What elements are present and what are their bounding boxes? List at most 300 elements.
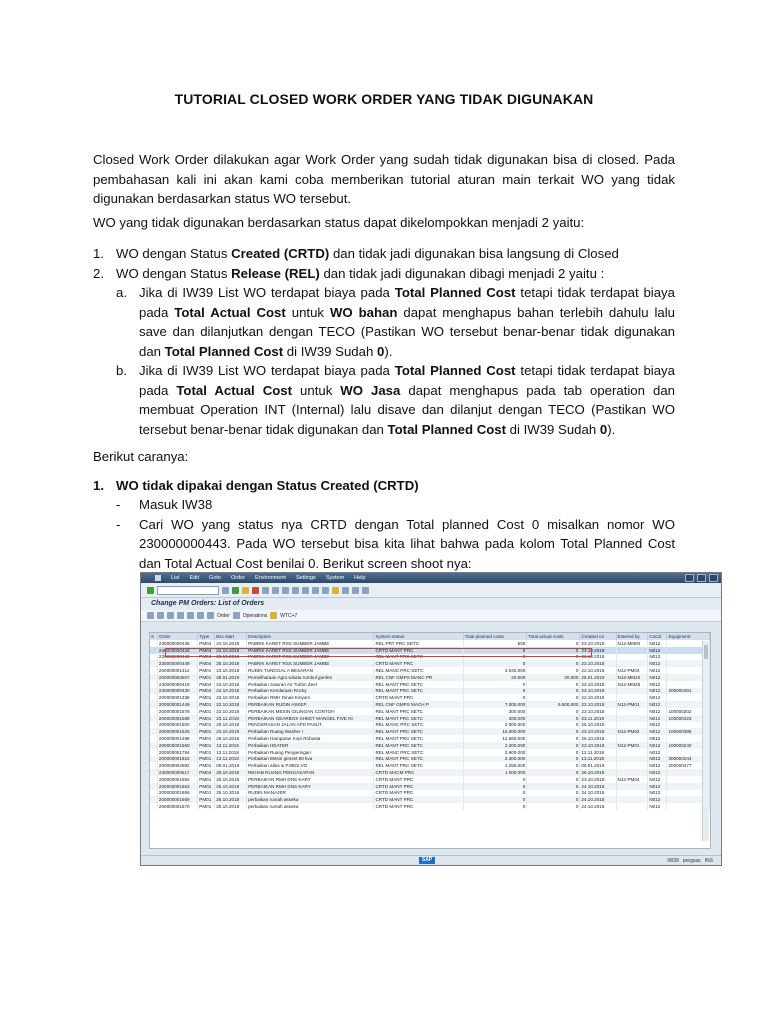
table-cell (616, 735, 648, 742)
table-cell (150, 715, 157, 722)
column-header[interactable]: Bsc start (215, 633, 247, 640)
order-button[interactable]: Order (217, 612, 230, 619)
table-cell: 25.10.2018 (215, 796, 247, 803)
table-cell: PM04 (198, 654, 215, 661)
table-cell: 200000001449 (157, 701, 197, 708)
shortcut-icon[interactable] (342, 587, 349, 594)
table-cell: 22.10.2018 (580, 701, 616, 708)
table-cell (150, 674, 157, 681)
sap-menu-item[interactable]: Settings (295, 575, 316, 581)
table-row[interactable] (150, 756, 710, 763)
table-cell: 6.500.000 (527, 701, 580, 708)
filter-icon[interactable] (187, 612, 194, 619)
table-cell: 230000000419 (157, 681, 197, 688)
table-cell: REL MANT PRC SETC (374, 654, 463, 661)
table-row[interactable] (150, 796, 710, 803)
sub-item-b: b. Jika di IW39 List WO terdapat biaya pada Total Planned Cost tetapi tidak terdapat biaya pada Total Actual Cost untuk WO Jasa dapat menghapus pada tab operation dan membuat Operation INT (Internal) lalu disave dan dilanjut dengan TECO (Pastikan WO tersebut benar-benar tidak digunakan dan Total Planned Cost di IW39 Sudah 0). (116, 363, 675, 437)
list-item-2: 2. WO dengan Status Release (REL) dan tidak jadi digunakan dibagi menjadi 2 yaitu : a. Jika di IW39 List WO terdapat biaya pada Total Planned Cost tetapi tidak terdapat biaya pada Total Actual Cost untuk WO bahan dapat menghapus bahan terlebih dahulu lalu save dan dilanjutkan dengan TECO (Pastikan WO tersebut benar-benar tidak digunakan dan Total Planned Cost di IW39 Sudah 0). b. Jika di IW39 List WO terdapat biaya pada Total Planned Cost tetapi tidak terdapat biaya pada Total Actual Cost untuk WO Jasa dapat menghapus pada tab operation dan membuat Operation INT (Internal) lalu disave dan dilanjut dengan TECO (Pastikan WO tersebut benar-benar tidak digunakan dan Total Planned Cost di IW39 Sudah 0). (93, 264, 675, 440)
table-cell: RUDIN TUNGGAL A BESARAN (247, 667, 374, 674)
table-cell (616, 694, 648, 701)
table-cell: N12-MM25 (616, 681, 648, 688)
window-controls (685, 574, 721, 582)
table-cell: N12-PM02 (616, 728, 648, 735)
table-cell: N12-PM04 (616, 776, 648, 783)
table-cell: 0 (527, 722, 580, 729)
table-cell: 25.01.2019 (580, 674, 616, 681)
table-row[interactable] (150, 688, 710, 695)
step-item: - Cari WO yang status nya CRTD dengan Total planned Cost 0 misalkan nomor WO 230000000443. Pada WO tersebut bisa kita lihat bahwa pada kolom Total Planned Cost dan Total Actual Cost benilai 0. Berikut screen shoot nya: (116, 516, 675, 571)
table-cell: 24.10.2018 (215, 640, 247, 647)
table-cell: REL MANC PRC SETC (374, 749, 463, 756)
table-cell: N012 (648, 749, 667, 756)
table-cell: 200000001669 (157, 796, 197, 803)
table-cell: 23.10.2018 (580, 728, 616, 735)
table-cell: 200000002582 (157, 762, 197, 769)
table-cell: N012 (648, 701, 667, 708)
change-icon[interactable] (157, 612, 164, 619)
table-cell (150, 735, 157, 742)
table-cell: 20.000 (463, 674, 527, 681)
table-cell: 0 (527, 796, 580, 803)
sort-icon[interactable] (177, 612, 184, 619)
table-row[interactable] (150, 681, 710, 688)
table-cell: PERBAIKAN RMH DNS KARY (247, 776, 374, 783)
table-cell: 0 (527, 756, 580, 763)
wtc-icon[interactable] (270, 612, 277, 619)
table-cell: 0 (527, 728, 580, 735)
next-page-icon[interactable] (312, 587, 319, 594)
operations-icon[interactable] (233, 612, 240, 619)
table-cell: PM01 (198, 783, 215, 790)
table-cell (616, 647, 648, 654)
table-cell: 7.000.000 (463, 701, 527, 708)
table-row[interactable] (150, 803, 710, 810)
table-cell: Perbaikan Ruang Washer I (247, 728, 374, 735)
table-cell: 100000240 (667, 742, 710, 749)
save-icon[interactable] (222, 587, 229, 594)
table-cell: 23.10.2018 (215, 708, 247, 715)
sap-menu-item[interactable]: Order (230, 575, 246, 581)
table-cell: N012 (648, 783, 667, 790)
table-cell (150, 701, 157, 708)
first-page-icon[interactable] (292, 587, 299, 594)
table-cell: 09.01.2019 (580, 762, 616, 769)
table-cell: REL MANT PRC SETC (374, 728, 463, 735)
table-cell: 26.10.2018 (580, 769, 616, 776)
sub-item-a: a. Jika di IW39 List WO terdapat biaya pada Total Planned Cost tetapi tidak terdapat biaya pada Total Actual Cost untuk WO bahan dapat menghapus bahan terlebih dahulu lalu save dan dilanjutkan dengan TECO (Pastikan WO tersebut benar-benar tidak digunakan dan Total Planned Cost di IW39 Sudah 0). (116, 285, 675, 359)
cancel-icon[interactable] (252, 587, 259, 594)
table-row[interactable] (150, 762, 710, 769)
table-cell: 25.10.2018 (215, 790, 247, 797)
table-row[interactable] (150, 667, 710, 674)
command-field[interactable] (157, 586, 219, 595)
table-cell: N012 (648, 756, 667, 763)
table-cell: PERBAIKAN MESIN GILINGAN CONTOH (247, 708, 374, 715)
table-row[interactable] (150, 790, 710, 797)
column-header[interactable]: Total actual costs (527, 633, 580, 640)
table-cell: 3.900.000 (463, 749, 527, 756)
grouping-paragraph: WO yang tidak digunakan berdasarkan status dapat dikelompokkan menjadi 2 yaitu: (93, 215, 585, 230)
table-cell: 23.10.2018 (580, 688, 616, 695)
table-row[interactable] (150, 701, 710, 708)
table-cell: CRTD MANT PRC (374, 647, 463, 654)
table-cell: 0 (463, 647, 527, 654)
document-title: TUTORIAL CLOSED WORK ORDER YANG TIDAK DIGUNAKAN (174, 91, 594, 107)
table-cell: N012 (648, 647, 667, 654)
sap-logo: SAP (419, 857, 435, 864)
table-cell: 200000001578 (157, 708, 197, 715)
sap-status-bar (141, 855, 721, 865)
table-cell (150, 769, 157, 776)
table-cell: N012 (648, 735, 667, 742)
column-header[interactable]: Entered by (616, 633, 648, 640)
table-cell (616, 796, 648, 803)
table-row[interactable] (150, 660, 710, 667)
table-cell: N012 (648, 715, 667, 722)
table-cell: PM01 (198, 701, 215, 708)
table-cell: PENGERASAN JALAN AFD PASUT (247, 722, 374, 729)
table-row[interactable] (150, 722, 710, 729)
table-cell: 200000001526 (157, 728, 197, 735)
refresh-icon[interactable] (167, 612, 174, 619)
table-cell (150, 694, 157, 701)
table-cell: perbaikan rumah asseka (247, 803, 374, 810)
table-cell: PM01 (198, 722, 215, 729)
sap-window-icon (155, 575, 161, 581)
table-cell (150, 654, 157, 661)
table-cell: 100000202 (667, 708, 710, 715)
table-cell: CRTD MANT PRC (374, 803, 463, 810)
sap-screenshot (140, 572, 722, 866)
sap-menu-item[interactable]: Environment (255, 575, 286, 581)
column-header[interactable]: System status (374, 633, 463, 640)
table-cell: 24.10.2018 (580, 796, 616, 803)
table-cell: PM04 (198, 640, 215, 647)
table-cell: PM01 (198, 715, 215, 722)
table-cell (616, 803, 648, 810)
table-cell: 2.300.000 (463, 756, 527, 763)
table-cell: 24.10.2018 (215, 688, 247, 695)
table-cell: N012 (648, 674, 667, 681)
table-cell: 0 (463, 681, 527, 688)
intro-paragraph: Closed Work Order dilakukan agar Work Order yang sudah tidak digunakan bisa di closed. Pada pembahasan kali ini akan kami coba memberikan tutorial aturan main terkait WO yang tidak digunakan berdasarkan status WO tersebut. (93, 152, 675, 206)
table-cell: 16.000.000 (463, 728, 527, 735)
sap-menu-item[interactable]: System (325, 575, 345, 581)
table-cell (150, 708, 157, 715)
table-row[interactable] (150, 742, 710, 749)
table-cell: 0 (463, 694, 527, 701)
table-cell (150, 756, 157, 763)
table-cell: PABRIK KARET RSS SUMBER JAMBE (247, 660, 374, 667)
table-cell (616, 790, 648, 797)
enter-icon[interactable] (147, 587, 154, 594)
table-cell (616, 660, 648, 667)
table-cell: 0 (527, 681, 580, 688)
table-cell: 2.300.000 (463, 742, 527, 749)
export-icon[interactable] (207, 612, 214, 619)
find-icon[interactable] (272, 587, 279, 594)
orders-table (150, 633, 710, 810)
table-cell: N12-PM01 (616, 742, 648, 749)
table-cell: 200000481 (667, 688, 710, 695)
section-heading: 1. WO tidak dipakai dengan Status Created (CRTD) (93, 478, 419, 493)
table-cell: PM01 (198, 762, 215, 769)
column-header[interactable]: Created on (580, 633, 616, 640)
table-cell (616, 688, 648, 695)
table-cell (150, 776, 157, 783)
table-cell: 200000001822 (157, 756, 197, 763)
table-cell: 0 (463, 790, 527, 797)
table-cell: 230000000430 (157, 688, 197, 695)
table-cell: 24.10.2018 (580, 803, 616, 810)
maximize-icon[interactable] (697, 574, 706, 582)
vertical-scrollbar[interactable] (702, 641, 709, 841)
table-cell (616, 749, 648, 756)
table-cell: PM01 (198, 708, 215, 715)
table-cell: Perbaikan atlas & P.9822.VO (247, 762, 374, 769)
layout-icon[interactable] (362, 587, 369, 594)
display-icon[interactable] (147, 612, 154, 619)
table-cell: 200000001500 (157, 722, 197, 729)
table-cell: 0 (463, 688, 527, 695)
table-cell: N012 (648, 803, 667, 810)
table-cell (150, 647, 157, 654)
table-cell: 13.11.2018 (215, 749, 247, 756)
table-cell (150, 728, 157, 735)
table-cell: 0 (527, 654, 580, 661)
table-cell: CRTD MACM PRC (374, 769, 463, 776)
new-session-icon[interactable] (332, 587, 339, 594)
table-cell: 24.10.2018 (215, 681, 247, 688)
table-cell: 0 (527, 667, 580, 674)
table-cell: 200000001666 (157, 790, 197, 797)
table-cell: 0 (527, 735, 580, 742)
table-cell: N12-MM22 (616, 674, 648, 681)
table-cell: PABRIK KARET RSS SUMBER JAMBE (247, 640, 374, 647)
table-cell: 13.11.2018 (580, 756, 616, 763)
table-cell (616, 762, 648, 769)
table-cell: 0 (527, 640, 580, 647)
table-row[interactable] (150, 708, 710, 715)
sap-menu-item[interactable]: List (171, 575, 180, 581)
table-row[interactable] (150, 749, 710, 756)
table-cell: REL MANT PRC SETC (374, 735, 463, 742)
table-cell: 100000386 (667, 728, 710, 735)
table-cell: 25.10.2018 (215, 803, 247, 810)
table-cell: N012 (648, 667, 667, 674)
wtc-button[interactable]: WTC+7 (280, 612, 298, 619)
table-cell (150, 762, 157, 769)
table-cell: CRTD MANT PRC (374, 660, 463, 667)
operations-button[interactable]: Operations (242, 612, 268, 619)
table-cell (150, 667, 157, 674)
prev-page-icon[interactable] (302, 587, 309, 594)
table-cell: PM01 (198, 674, 215, 681)
table-cell: 230000000517 (157, 769, 197, 776)
table-row[interactable] (150, 728, 710, 735)
table-cell: N012 (648, 769, 667, 776)
table-cell: 23.10.2018 (215, 694, 247, 701)
table-cell: 25.10.2018 (215, 783, 247, 790)
berikut-paragraph: Berikut caranya: (93, 449, 189, 464)
table-cell: 200.000 (463, 715, 527, 722)
last-page-icon[interactable] (322, 587, 329, 594)
table-cell: 26.10.2018 (215, 735, 247, 742)
table-cell: PABRIK KARET RSS SUMBER JAMBE (247, 647, 374, 654)
column-header[interactable]: Description (247, 633, 374, 640)
table-row[interactable] (150, 694, 710, 701)
table-cell: N12-MM04 (616, 640, 648, 647)
table-cell: 23.11.2018 (580, 715, 616, 722)
table-cell (150, 681, 157, 688)
close-icon[interactable] (709, 574, 718, 582)
table-cell: 29.10.2018 (215, 769, 247, 776)
scrollbar-thumb[interactable] (704, 645, 708, 659)
step-item: - Masuk IW38 (116, 497, 213, 512)
table-cell: 0 (527, 790, 580, 797)
column-header[interactable]: S (150, 633, 157, 640)
table-cell: Perbaikan Hamparan Kopi Robusta (247, 735, 374, 742)
table-row[interactable] (150, 776, 710, 783)
sap-menu-item[interactable]: Edit (189, 575, 200, 581)
table-row[interactable] (150, 674, 710, 681)
sap-menu-bar (141, 573, 721, 583)
table-cell: PM04 (198, 660, 215, 667)
table-cell: REL CNF GMPS MACH P (374, 701, 463, 708)
table-row[interactable] (150, 715, 710, 722)
table-row[interactable] (150, 769, 710, 776)
table-cell: 200000001312 (157, 667, 197, 674)
column-header[interactable]: Equipment (667, 633, 710, 640)
table-row[interactable] (150, 640, 710, 647)
table-cell: PM01 (198, 728, 215, 735)
table-cell (150, 790, 157, 797)
list-item-1: 1. WO dengan Status Created (CRTD) dan tidak jadi digunakan bisa langsung di Closed (93, 246, 619, 261)
table-cell (616, 783, 648, 790)
table-cell (150, 722, 157, 729)
table-cell: PM01 (198, 790, 215, 797)
table-cell: PM01 (198, 796, 215, 803)
table-cell: N012 (648, 776, 667, 783)
table-cell: N012 (648, 694, 667, 701)
table-cell: PM01 (198, 756, 215, 763)
table-cell: 23.11.2018 (215, 715, 247, 722)
table-cell: 0 (527, 694, 580, 701)
table-cell: 24.10.2018 (215, 728, 247, 735)
table-cell: PM04 (198, 681, 215, 688)
table-cell (150, 688, 157, 695)
table-cell: 1.000.000 (463, 769, 527, 776)
table-cell: 200000477 (667, 762, 710, 769)
table-cell: N012 (648, 728, 667, 735)
sum-icon[interactable] (197, 612, 204, 619)
status-transaction: IW38 (667, 857, 679, 864)
find-next-icon[interactable] (282, 587, 289, 594)
table-cell (150, 660, 157, 667)
table-cell (150, 803, 157, 810)
table-cell: PM01 (198, 776, 215, 783)
table-cell: Perbaikan HEATER (247, 742, 374, 749)
table-cell: 26.10.2018 (580, 722, 616, 729)
table-cell: CRTD MANT PRC (374, 694, 463, 701)
table-cell: PM01 (198, 667, 215, 674)
column-header[interactable]: CoCd (648, 633, 667, 640)
table-cell: 200000001498 (157, 735, 197, 742)
table-cell: 230000000448 (157, 654, 197, 661)
table-cell: REL MANT PRC SETC (374, 762, 463, 769)
table-cell: CRTD MANT PRC (374, 790, 463, 797)
table-cell: PM04 (198, 688, 215, 695)
exit-icon[interactable] (242, 587, 249, 594)
table-cell: 22.10.2018 (580, 667, 616, 674)
table-cell (616, 654, 648, 661)
column-header[interactable]: Total planned costs (463, 633, 527, 640)
table-cell: 12.11.2018 (580, 749, 616, 756)
table-row[interactable] (150, 783, 710, 790)
column-header[interactable]: Order (157, 633, 197, 640)
table-row[interactable] (150, 735, 710, 742)
table-cell: 23.10.2018 (580, 742, 616, 749)
table-cell: 25.10.2018 (215, 660, 247, 667)
table-cell: 24.10.2018 (580, 783, 616, 790)
table-cell: 23.10.2018 (215, 667, 247, 674)
table-cell: CRTD MANT PRC (374, 776, 463, 783)
print-icon[interactable] (262, 587, 269, 594)
table-cell: 20.000 (527, 674, 580, 681)
table-cell: PM01 (198, 803, 215, 810)
table-cell: N012 (648, 742, 667, 749)
table-cell (616, 756, 648, 763)
table-cell: REL MANT PRC SETC (374, 715, 463, 722)
table-cell: N012 (648, 708, 667, 715)
table-cell: N012 (648, 688, 667, 695)
table-cell: REL MANT PRC SETC (374, 688, 463, 695)
table-cell: 25.10.2018 (215, 776, 247, 783)
table-cell: 500 (463, 640, 527, 647)
table-cell: 200000001663 (157, 783, 197, 790)
status-server: pregsas (682, 857, 701, 864)
sap-app-toolbar (141, 610, 721, 622)
sap-menu-item[interactable]: Help (354, 575, 366, 581)
table-cell: PM04 (198, 647, 215, 654)
table-cell: 26.10.2018 (580, 735, 616, 742)
table-cell: 0 (527, 742, 580, 749)
table-cell: 200000001662 (157, 776, 197, 783)
table-cell: REL MANC PRC SETC (374, 667, 463, 674)
sap-system-toolbar (141, 583, 721, 598)
table-cell: 230000000449 (157, 660, 197, 667)
table-cell: 0 (527, 776, 580, 783)
column-header[interactable]: Type (198, 633, 215, 640)
back-icon[interactable] (232, 587, 239, 594)
table-cell (616, 769, 648, 776)
table-cell: 200000001794 (157, 749, 197, 756)
table-cell: 23.10.2018 (580, 647, 616, 654)
table-cell: 0 (527, 783, 580, 790)
help-icon[interactable] (352, 587, 359, 594)
sap-menu-item[interactable]: Goto (209, 575, 221, 581)
table-cell (150, 640, 157, 647)
orders-grid (149, 632, 711, 849)
table-cell: 24.10.2018 (580, 790, 616, 797)
table-cell: 0 (527, 688, 580, 695)
minimize-icon[interactable] (685, 574, 694, 582)
table-cell: 23.10.2018 (580, 776, 616, 783)
table-cell: N012 (648, 762, 667, 769)
table-cell: PM04 (198, 769, 215, 776)
table-cell: N012 (648, 654, 667, 661)
table-cell: 22.10.2018 (215, 701, 247, 708)
